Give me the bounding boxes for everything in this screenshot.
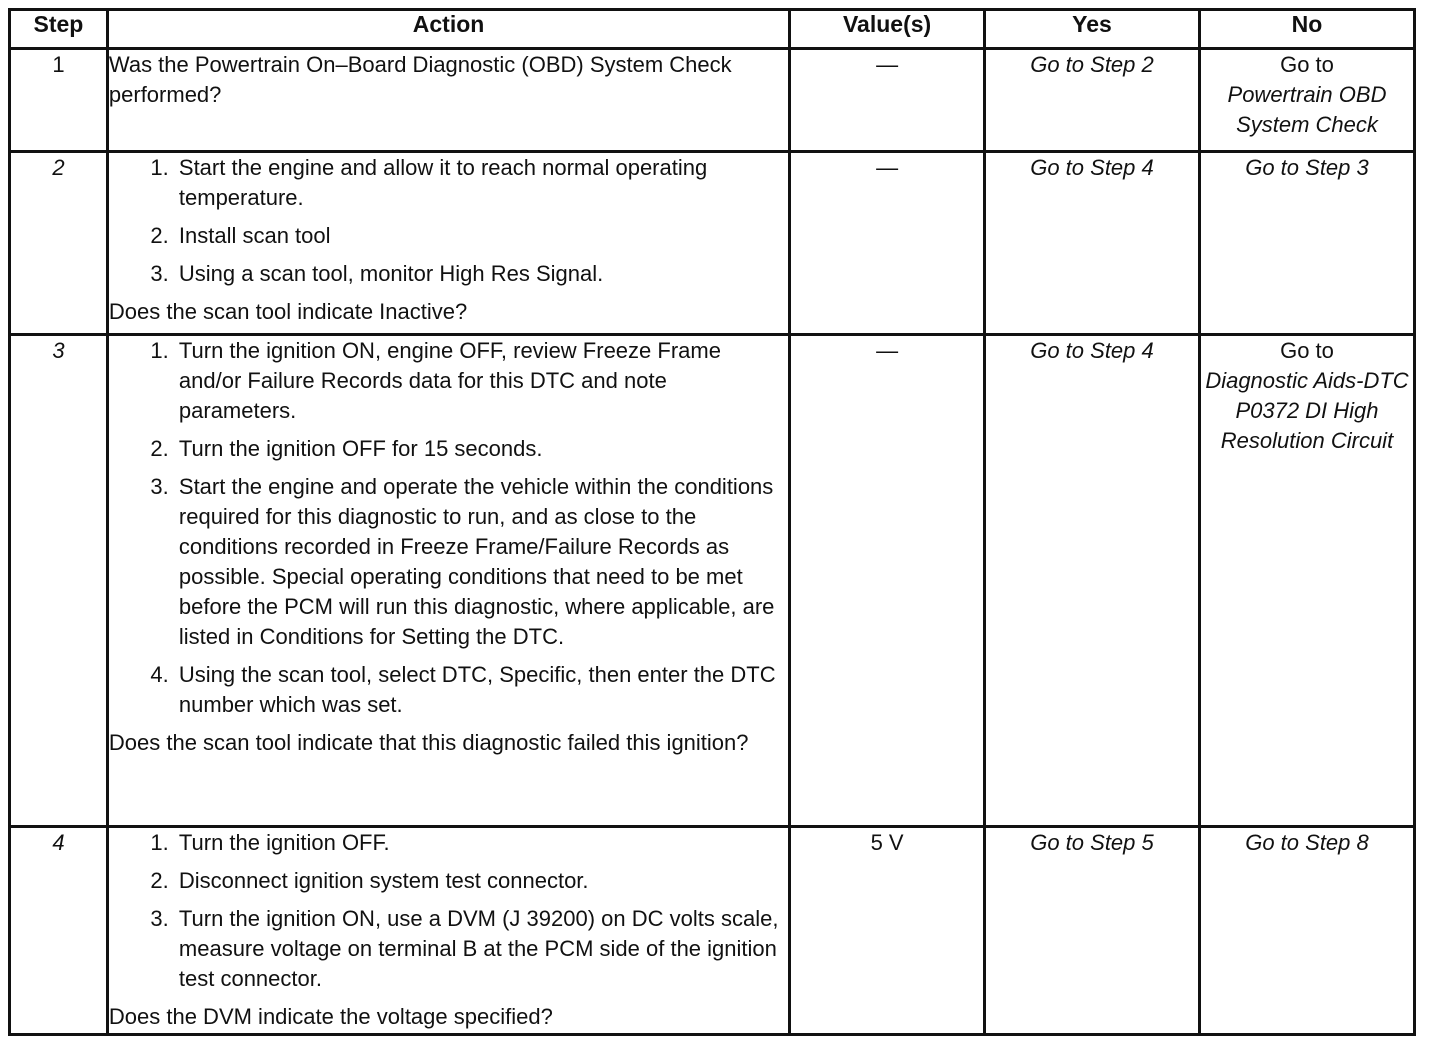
- no-cell[interactable]: [1199, 335, 1414, 827]
- step-number: 2: [10, 152, 108, 335]
- action-step: 1. Start the engine and allow it to reach normal operating temperature.: [175, 153, 788, 213]
- action-cell: [107, 49, 789, 152]
- header-row: [10, 10, 1415, 49]
- step-number: 3: [10, 335, 108, 827]
- yes-link[interactable]: Go to Step 4: [985, 335, 1200, 827]
- header-action: Action: [107, 10, 789, 49]
- header-no: No: [1199, 10, 1414, 49]
- action-cell: [107, 152, 789, 335]
- yes-link[interactable]: Go to Step 5: [985, 827, 1200, 1035]
- no-prefix: Go to: [1280, 52, 1334, 77]
- action-step: 2. Turn the ignition OFF for 15 seconds.: [175, 434, 788, 464]
- action-step: 1. Turn the ignition OFF.: [175, 828, 788, 858]
- step-number: 1: [10, 49, 108, 152]
- value-cell: 5 V: [790, 827, 985, 1035]
- action-steps: [109, 336, 788, 720]
- action-cell: [107, 335, 789, 827]
- action-step: 3. Start the engine and operate the vehicle within the conditions required for this diagnostic to run, and as close to the conditions recorded in Freeze Frame/Failure Records as possible. Special operating conditions that need to be met before the PCM will run this diagnostic, where applicable, are listed in Conditions for Setting the DTC.: [175, 472, 788, 652]
- action-steps: [109, 153, 788, 289]
- table-row: [10, 827, 1415, 1035]
- action-step: 3. Using a scan tool, monitor High Res Signal.: [175, 259, 788, 289]
- yes-link[interactable]: Go to Step 2: [985, 49, 1200, 152]
- no-prefix: Go to: [1280, 338, 1334, 363]
- no-link[interactable]: Diagnostic Aids-DTC P0372 DI High Resolution Circuit: [1205, 368, 1409, 453]
- action-cell: [107, 827, 789, 1035]
- diagnostic-table: [8, 8, 1416, 1036]
- action-question: Does the DVM indicate the voltage specified?: [108, 1004, 553, 1029]
- header-yes: Yes: [985, 10, 1200, 49]
- action-step: 2. Disconnect ignition system test connector.: [175, 866, 788, 896]
- no-cell[interactable]: [1199, 49, 1414, 152]
- value-cell: —: [790, 49, 985, 152]
- action-steps: [109, 828, 788, 994]
- action-question: Was the Powertrain On–Board Diagnostic (OBD) System Check performed?: [108, 52, 732, 107]
- action-question: Does the scan tool indicate that this diagnostic failed this ignition?: [108, 730, 749, 755]
- table-row: [10, 49, 1415, 152]
- value-cell: —: [790, 335, 985, 827]
- value-cell: —: [790, 152, 985, 335]
- action-step: 4. Using the scan tool, select DTC, Specific, then enter the DTC number which was set.: [175, 660, 788, 720]
- table-row: [10, 152, 1415, 335]
- table-row: [10, 335, 1415, 827]
- action-step: 3. Turn the ignition ON, use a DVM (J 39200) on DC volts scale, measure voltage on terminal B at the PCM side of the ignition test connector.: [175, 904, 788, 994]
- header-step: Step: [10, 10, 108, 49]
- no-link[interactable]: Powertrain OBD System Check: [1227, 82, 1387, 137]
- header-values: Value(s): [790, 10, 985, 49]
- yes-link[interactable]: Go to Step 4: [985, 152, 1200, 335]
- step-number: 4: [10, 827, 108, 1035]
- no-link[interactable]: Go to Step 3: [1199, 152, 1414, 335]
- action-question: Does the scan tool indicate Inactive?: [108, 299, 468, 324]
- no-link[interactable]: Go to Step 8: [1199, 827, 1414, 1035]
- action-step: 2. Install scan tool: [175, 221, 788, 251]
- action-step: 1. Turn the ignition ON, engine OFF, review Freeze Frame and/or Failure Records data for this DTC and note parameters.: [175, 336, 788, 426]
